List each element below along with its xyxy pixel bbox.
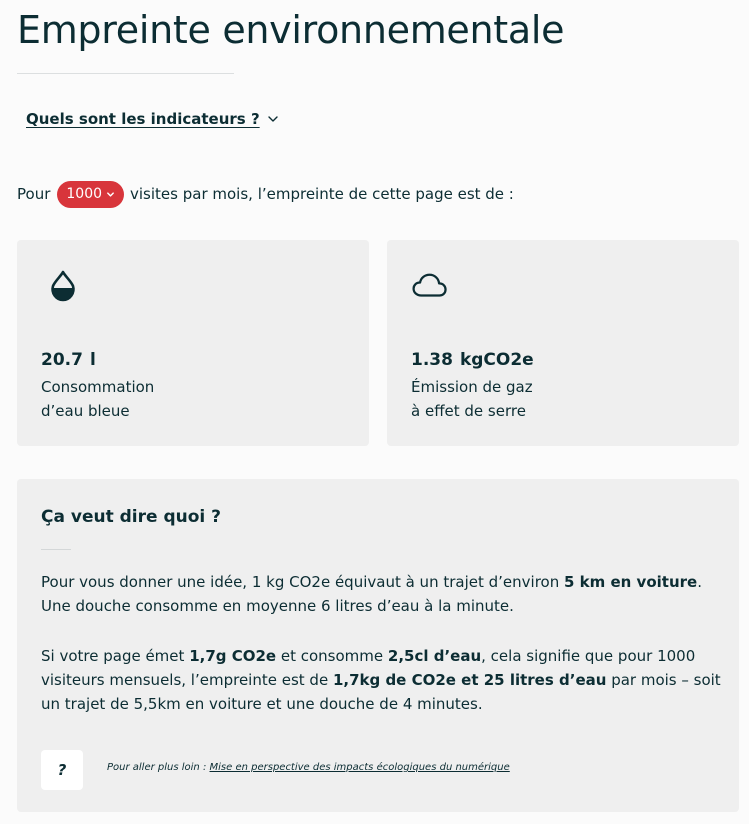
- further-reading-prefix: Pour aller plus loin :: [107, 762, 210, 773]
- water-card: [17, 240, 369, 446]
- p1-text-a: Pour vous donner une idée, 1 kg CO2e équivaut à un trajet d’environ: [41, 573, 564, 591]
- co2-card: [387, 240, 739, 446]
- p2-bold-water: 2,5cl d’eau: [387, 647, 482, 665]
- p2-bold-total: 1,7kg de CO2e et 25 litres d’eau: [332, 671, 607, 689]
- chevron-down-icon: [267, 113, 279, 125]
- visits-select-value: 1000: [66, 186, 103, 202]
- p2-bold-co2: 1,7g CO2e: [189, 647, 277, 665]
- water-desc-line2: d’eau bleue: [41, 402, 130, 420]
- further-reading-link[interactable]: Mise en perspective des impacts écologiques du numérique: [209, 762, 510, 773]
- water-value: [41, 350, 103, 370]
- water-value-unit: l: [89, 350, 96, 370]
- water-desc-line1: Consommation: [41, 378, 155, 396]
- visits-suffix: visites par mois, l’empreinte de cette page est de :: [130, 185, 514, 203]
- p2-text-a: Si votre page émet: [41, 647, 190, 665]
- chevron-down-icon: [106, 190, 115, 199]
- visits-select[interactable]: [57, 181, 124, 208]
- explanation-paragraph-2: [41, 644, 721, 716]
- p2-text-e: , cela signifie que pour 1000 visiteurs mensuels, l’empreinte est de: [41, 647, 696, 689]
- p2-text-c: et consomme: [276, 647, 388, 665]
- co2-desc-line1: Émission de gaz: [411, 378, 533, 396]
- explanation-paragraph-1: [41, 570, 721, 618]
- co2-value-number: 1.38: [411, 350, 453, 370]
- p2-text-g: par mois – soit un trajet de 5,5km en voiture et une douche de 4 minutes.: [41, 671, 721, 713]
- help-button[interactable]: ?: [41, 750, 83, 790]
- explanation-panel: [17, 479, 739, 812]
- water-drop-icon: [44, 267, 82, 305]
- explanation-heading: Ça veut dire quoi ?: [41, 507, 222, 527]
- co2-value: [411, 350, 541, 370]
- title-divider: [17, 73, 234, 74]
- visits-sentence: [17, 180, 514, 208]
- visits-prefix: Pour: [17, 185, 51, 203]
- indicators-toggle[interactable]: [26, 110, 279, 128]
- indicators-toggle-label: Quels sont les indicateurs ?: [26, 110, 260, 128]
- p1-bold-car: 5 km en voiture: [564, 573, 698, 591]
- co2-desc-line2: à effet de serre: [411, 402, 526, 420]
- page-title: Empreinte environnementale: [17, 8, 565, 52]
- cloud-icon: [411, 267, 449, 305]
- p1-text-c: . Une douche consomme en moyenne 6 litres d’eau à la minute.: [41, 573, 702, 615]
- further-reading: [107, 762, 510, 773]
- explanation-divider: [41, 549, 71, 550]
- water-value-number: 20.7: [41, 350, 83, 370]
- co2-value-unit: kgCO2e: [459, 350, 534, 370]
